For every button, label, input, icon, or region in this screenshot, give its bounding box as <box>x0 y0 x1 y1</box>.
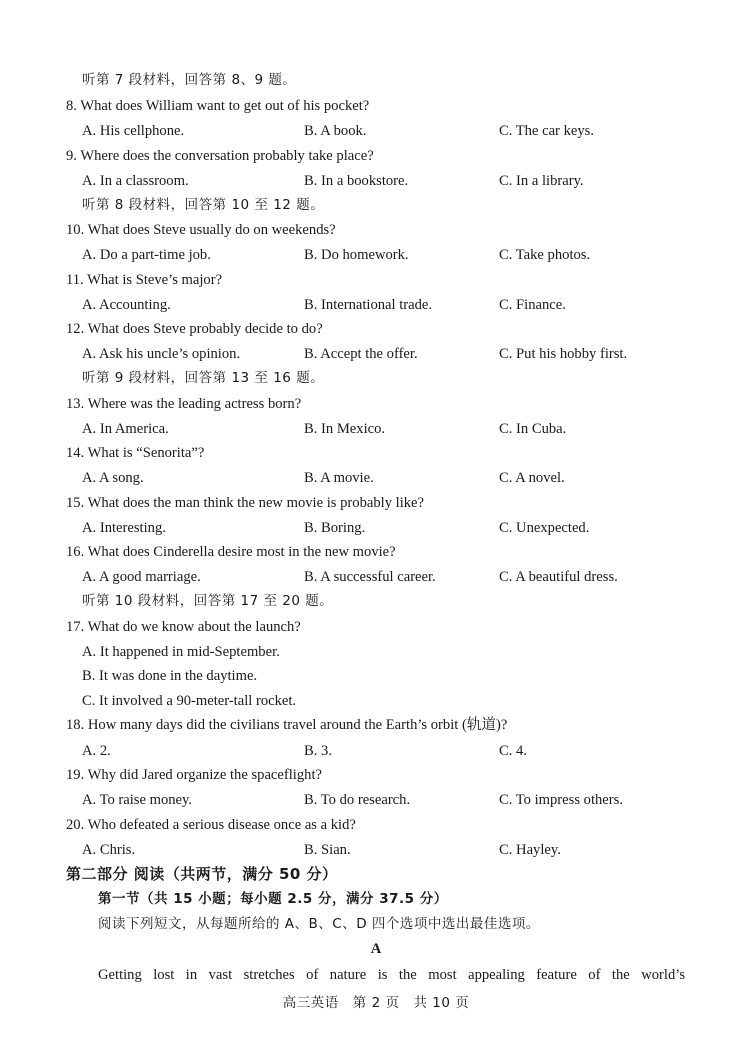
q11-option-c: C. Finance. <box>499 297 566 313</box>
section-header-8: 听第 8 段材料，回答第 10 至 12 题。 <box>82 197 325 213</box>
page-footer: 高三英语 第 2 页 共 10 页 <box>282 995 470 1011</box>
passage-first-line: Getting lost in vast stretches of nature is the most appealing feature of the world’s <box>98 967 685 983</box>
q18-option-c: C. 4. <box>499 743 527 759</box>
q13-option-b: B. In Mexico. <box>304 421 386 437</box>
q18-option-b: B. 3. <box>304 743 332 759</box>
q20-option-a: A. Chris. <box>82 842 136 858</box>
reading-instruction: 阅读下列短文，从每题所给的 A、B、C、D 四个选项中选出最佳选项。 <box>98 916 540 932</box>
question-8: 8. What does William want to get out of his pocket? <box>66 98 370 114</box>
q14-option-c: C. A novel. <box>499 470 565 486</box>
q15-option-c: C. Unexpected. <box>499 520 590 536</box>
q17-option-c: C. It involved a 90-meter-tall rocket. <box>82 693 297 709</box>
q15-option-a: A. Interesting. <box>82 520 166 536</box>
q19-option-a: A. To raise money. <box>82 792 193 808</box>
q16-option-a: A. A good marriage. <box>82 569 201 585</box>
q15-option-b: B. Boring. <box>304 520 366 536</box>
question-20: 20. Who defeated a serious disease once as a kid? <box>66 817 356 833</box>
section-header-9: 听第 9 段材料，回答第 13 至 16 题。 <box>82 370 325 386</box>
q11-option-b: B. International trade. <box>304 297 433 313</box>
q18-option-a: A. 2. <box>82 743 111 759</box>
question-16: 16. What does Cinderella desire most in the new movie? <box>66 544 396 560</box>
q10-option-a: A. Do a part-time job. <box>82 247 211 263</box>
question-11: 11. What is Steve’s major? <box>66 272 223 288</box>
section-header-10: 听第 10 段材料，回答第 17 至 20 题。 <box>82 593 334 609</box>
question-17: 17. What do we know about the launch? <box>66 619 301 635</box>
q17-option-b: B. It was done in the daytime. <box>82 668 258 684</box>
q14-option-a: A. A song. <box>82 470 144 486</box>
q9-option-a: A. In a classroom. <box>82 173 189 189</box>
passage-label: A <box>370 941 382 957</box>
q19-option-b: B. To do research. <box>304 792 411 808</box>
q9-option-b: B. In a bookstore. <box>304 173 409 189</box>
question-18: 18. How many days did the civilians travel around the Earth’s orbit (轨道)? <box>66 717 508 733</box>
q16-option-c: C. A beautiful dress. <box>499 569 618 585</box>
question-15: 15. What does the man think the new movie is probably like? <box>66 495 425 511</box>
q14-option-b: B. A movie. <box>304 470 374 486</box>
question-10: 10. What does Steve usually do on weekends? <box>66 222 336 238</box>
q13-option-a: A. In America. <box>82 421 169 437</box>
q11-option-a: A. Accounting. <box>82 297 171 313</box>
q12-option-c: C. Put his hobby first. <box>499 346 628 362</box>
question-9: 9. Where does the conversation probably take place? <box>66 148 374 164</box>
q12-option-b: B. Accept the offer. <box>304 346 418 362</box>
q20-option-c: C. Hayley. <box>499 842 561 858</box>
q10-option-b: B. Do homework. <box>304 247 409 263</box>
q8-option-a: A. His cellphone. <box>82 123 185 139</box>
question-12: 12. What does Steve probably decide to do? <box>66 321 323 337</box>
q20-option-b: B. Sian. <box>304 842 351 858</box>
q8-option-c: C. The car keys. <box>499 123 594 139</box>
q13-option-c: C. In Cuba. <box>499 421 567 437</box>
q12-option-a: A. Ask his uncle’s opinion. <box>82 346 241 362</box>
section-1-title: 第一节（共 15 小题；每小题 2.5 分，满分 37.5 分） <box>98 891 448 907</box>
question-13: 13. Where was the leading actress born? <box>66 396 302 412</box>
q10-option-c: C. Take photos. <box>499 247 591 263</box>
q16-option-b: B. A successful career. <box>304 569 436 585</box>
section-header-7: 听第 7 段材料，回答第 8、9 题。 <box>82 72 297 88</box>
question-14: 14. What is “Senorita”? <box>66 445 205 461</box>
q17-option-a: A. It happened in mid-September. <box>82 644 280 660</box>
q8-option-b: B. A book. <box>304 123 367 139</box>
q9-option-c: C. In a library. <box>499 173 584 189</box>
question-19: 19. Why did Jared organize the spaceflight? <box>66 767 322 783</box>
q19-option-c: C. To impress others. <box>499 792 623 808</box>
part-2-title: 第二部分 阅读（共两节，满分 50 分） <box>66 865 338 883</box>
